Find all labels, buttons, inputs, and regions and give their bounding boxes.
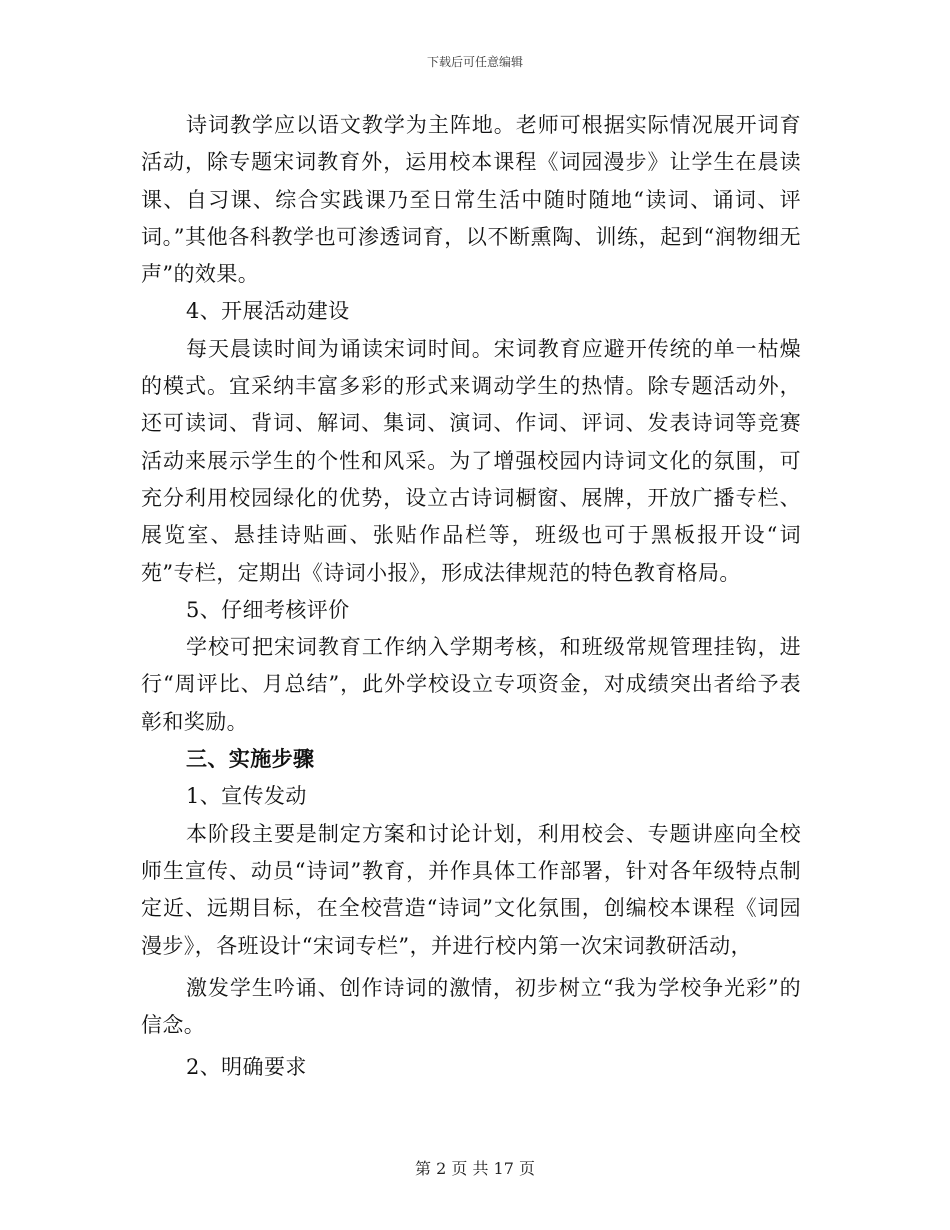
page-number: 第 2 页 共 17 页	[415, 1159, 535, 1178]
page-header: 下载后可任意编辑	[426, 55, 523, 69]
heading-requirements: 2、明确要求	[186, 1055, 307, 1080]
paragraph-assessment: 学校可把宋词教育工作纳入学期考核，和班级常规管理挂钩，进行“周评比、月总结”，此外学校设立专项资金，对成绩突出者给予表彰和奖励。	[141, 635, 801, 734]
paragraph-inspire: 激发学生吟诵、创作诗词的激情，初步树立“我为学校争光彩”的信念。	[141, 975, 801, 1038]
heading-activity-construction: 4、开展活动建设	[186, 299, 350, 324]
section-heading-implementation: 三、实施步骤	[186, 747, 315, 772]
paragraph-publicity: 本阶段主要是制定方案和讨论计划，利用校会、专题讲座向全校师生宣传、动员“诗词”教育，并作具体工作部署，针对各年级特点制定近、远期目标，在全校营造“诗词”文化氛围，创编校本课程《词园漫步》，各班设计“宋词专栏”，并进行校内第一次宋词教研活动，	[141, 821, 801, 958]
paragraph-morning-reading: 每天晨读时间为诵读宋词时间。宋词教育应避开传统的单一枯燥的模式。宜采纳丰富多彩的形式来调动学生的热情。除专题活动外，还可读词、背词、解词、集词、演词、作词、评词、发表诗词等竞赛活动来展示学生的个性和风采。为了增强校园内诗词文化的氛围，可充分利用校园绿化的优势，设立古诗词橱窗、展牌，开放广播专栏、展览室、悬挂诗贴画、张贴作品栏等，班级也可于黑板报开设“词苑”专栏，定期出《诗词小报》，形成法律规范的特色教育格局。	[141, 336, 801, 585]
heading-assessment: 5、仔细考核评价	[186, 597, 350, 622]
heading-publicity: 1、宣传发动	[186, 784, 307, 809]
document-body	[141, 107, 801, 1087]
paragraph-poetry-teaching: 诗词教学应以语文教学为主阵地。老师可根据实际情况展开词育活动，除专题宋词教育外，运用校本课程《词园漫步》让学生在晨读课、自习课、综合实践课乃至日常生活中随时随地“读词、诵词、评词。”其他各科教学也可渗透词育，以不断熏陶、训练，起到“润物细无声”的效果。	[141, 113, 801, 287]
